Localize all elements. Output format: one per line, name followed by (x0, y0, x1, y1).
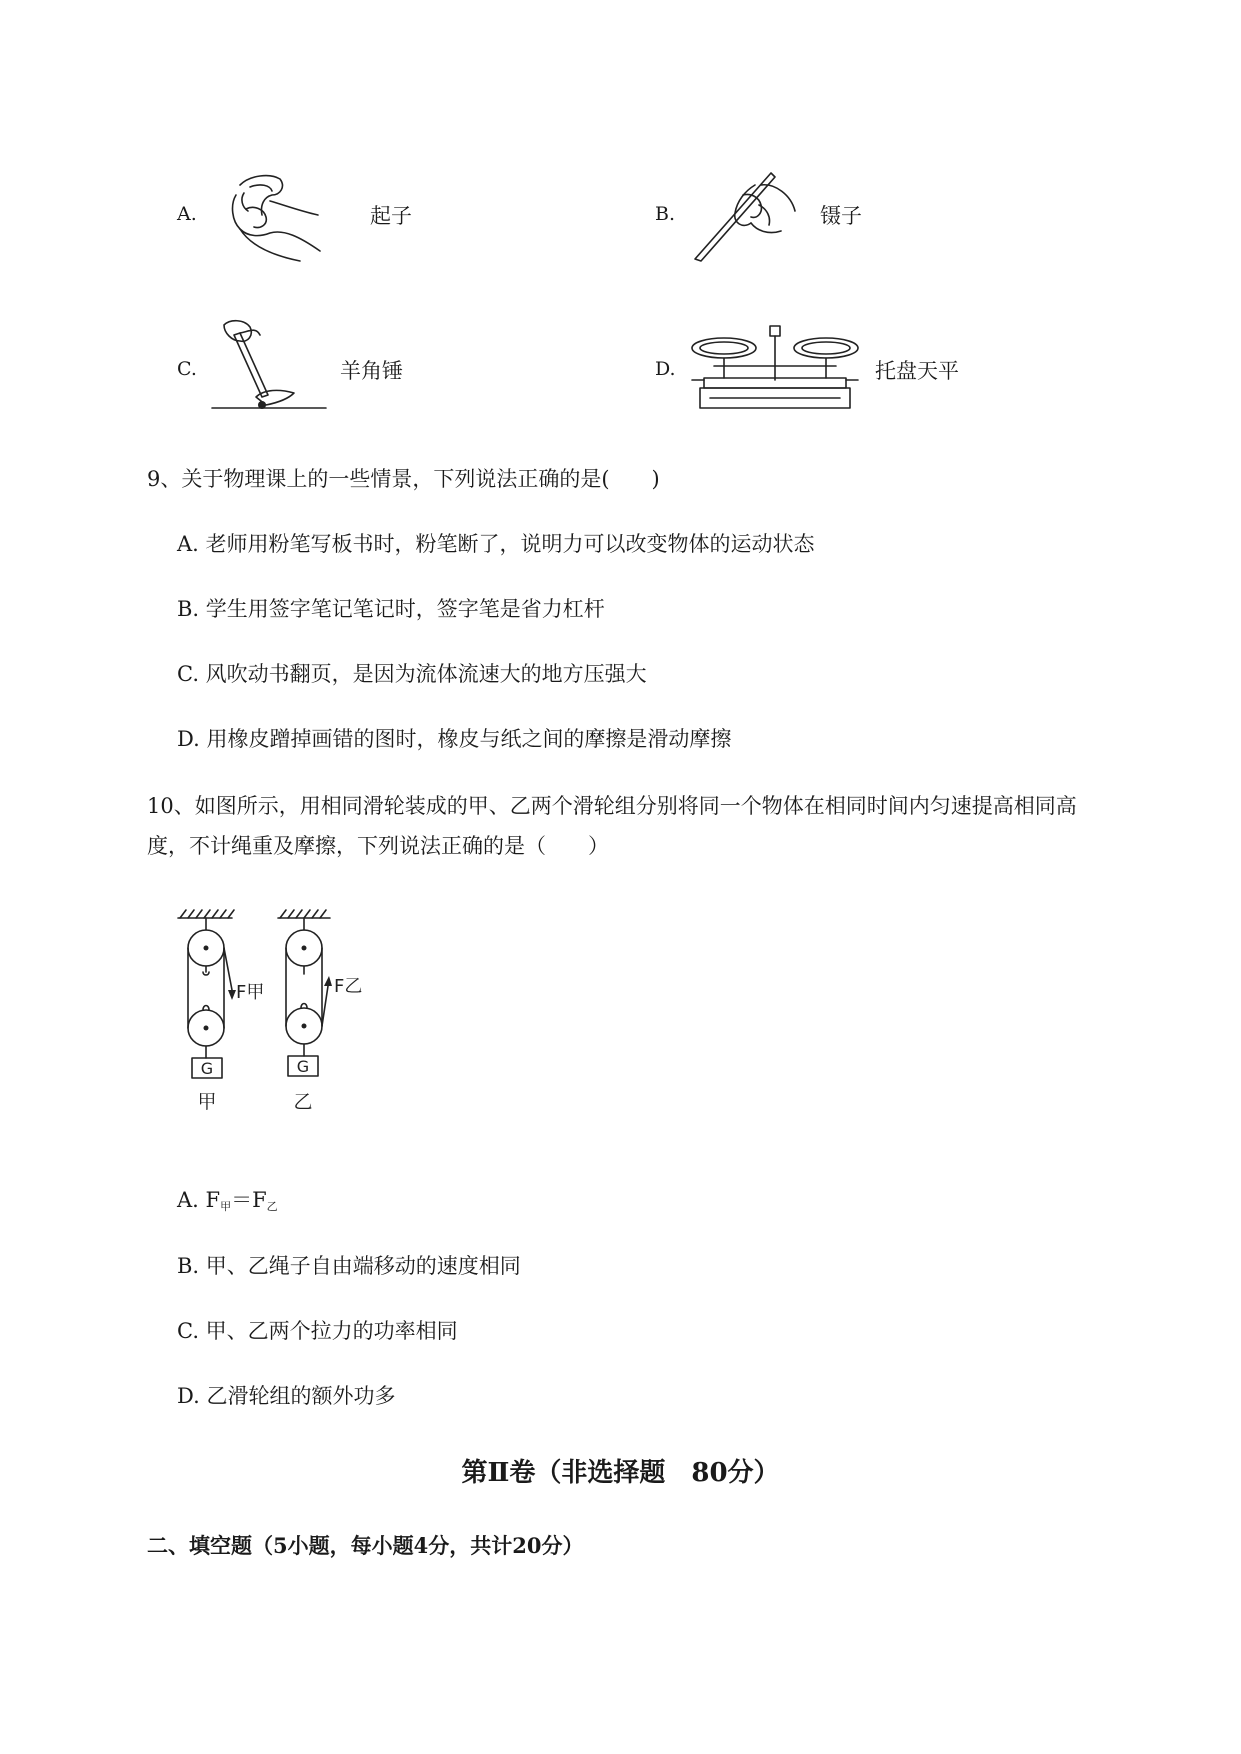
q9-option-a: A. 老师用粉笔写板书时，粉笔断了，说明力可以改变物体的运动状态 (177, 532, 815, 556)
weight-label-right: G (296, 1057, 310, 1076)
q10-option-a (177, 1184, 278, 1214)
tweezers-icon (685, 165, 805, 265)
ceiling-left (178, 910, 234, 918)
option-c-letter: C. (177, 358, 197, 380)
caption-right: 乙 (293, 1091, 313, 1113)
ceiling-right (278, 910, 330, 918)
claw-hammer-icon (210, 315, 330, 415)
option-a-letter: A. (177, 203, 197, 225)
q10-option-c: C. 甲、乙两个拉力的功率相同 (177, 1319, 458, 1343)
option-b-name: 镊子 (820, 204, 862, 228)
section-title: 第Ⅱ卷（非选择题 80分） (461, 1458, 780, 1488)
pulley-system-figure (170, 900, 370, 1130)
q10-option-a-prefix: A. F (177, 1188, 221, 1212)
force-label-right: F乙 (334, 976, 363, 997)
q9-option-c: C. 风吹动书翻页，是因为流体流速大的地方压强大 (177, 662, 647, 686)
option-a-name: 起子 (370, 204, 412, 228)
q10-option-a-mid: ＝F (231, 1188, 267, 1212)
force-label-left: F甲 (236, 982, 265, 1003)
q10-option-d: D. 乙滑轮组的额外功多 (177, 1384, 396, 1408)
q10-stem-line1: 10、如图所示，用相同滑轮装成的甲、乙两个滑轮组分别将同一个物体在相同时间内匀速提高相同高 (147, 794, 1077, 818)
option-c-name: 羊角锤 (340, 359, 403, 383)
q10-option-b: B. 甲、乙绳子自由端移动的速度相同 (177, 1254, 521, 1278)
bottle-opener-icon (200, 165, 330, 265)
q9-option-b: B. 学生用签字笔记笔记时，签字笔是省力杠杆 (177, 597, 605, 621)
caption-left: 甲 (197, 1091, 217, 1113)
option-d-letter: D. (655, 358, 676, 380)
option-b-letter: B. (655, 203, 676, 225)
weight-label-left: G (200, 1059, 214, 1078)
tray-balance-icon (690, 320, 860, 415)
q10-option-a-sub2: 乙 (266, 1200, 278, 1213)
q9-option-d: D. 用橡皮蹭掉画错的图时，橡皮与纸之间的摩擦是滑动摩擦 (177, 727, 732, 751)
q9-stem: 9、关于物理课上的一些情景，下列说法正确的是( ) (147, 467, 660, 491)
option-d-name: 托盘天平 (875, 359, 959, 383)
q10-option-a-sub1: 甲 (220, 1200, 232, 1213)
q10-stem-line2: 度，不计绳重及摩擦，下列说法正确的是（ ） (147, 834, 609, 858)
part-title: 二、填空题（5小题，每小题4分，共计20分） (147, 1533, 584, 1558)
